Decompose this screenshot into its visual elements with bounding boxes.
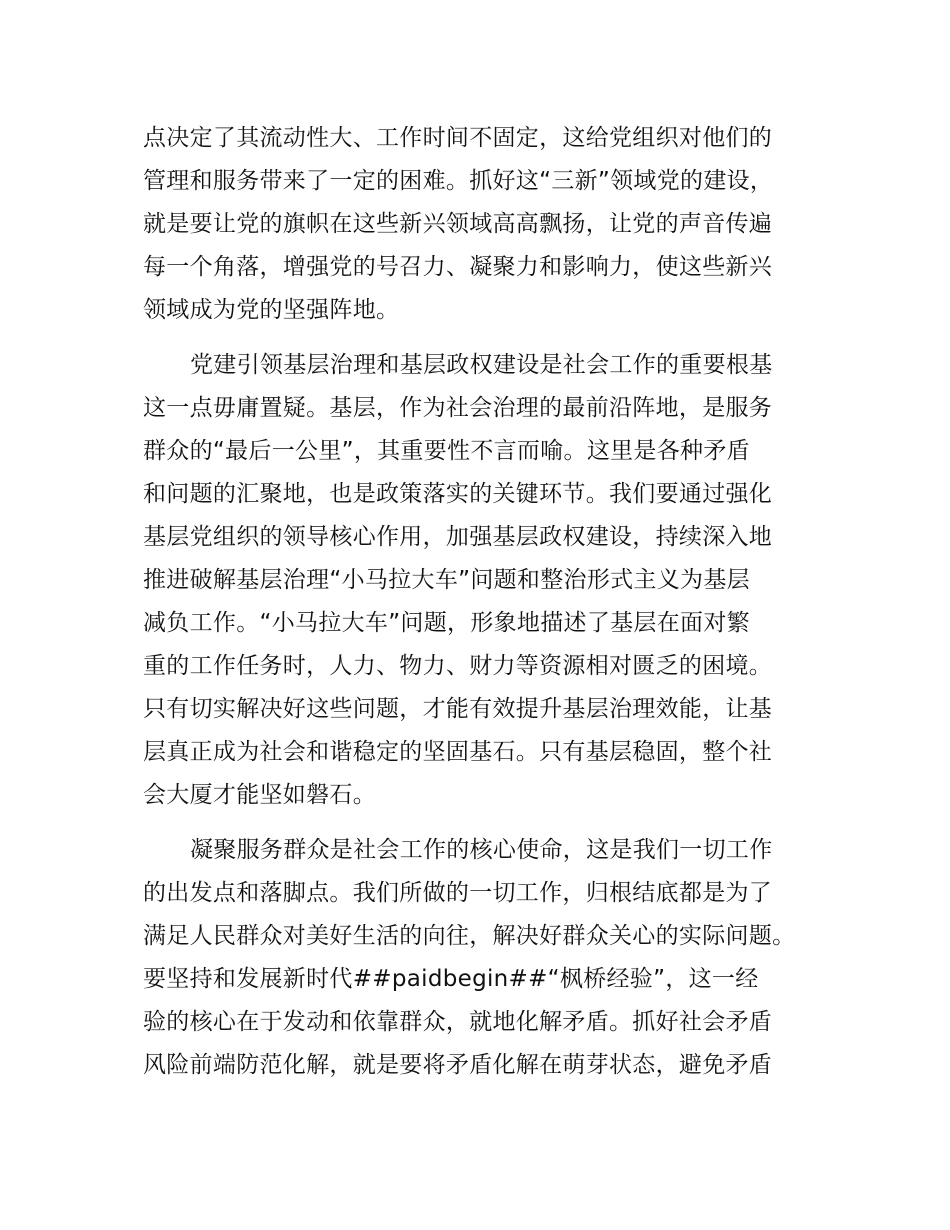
paragraph-first-line: 党建引领基层治理和基层政权建设是社会工作的重要根基 [190, 352, 773, 378]
text-line: 推进破解基层治理“小马拉大车”问题和整治形式主义为基层 [143, 567, 750, 593]
text-line: 点决定了其流动性大、工作时间不固定，这给党组织对他们的 [143, 125, 773, 151]
text-line: 的出发点和落脚点。我们所做的一切工作，归根结底都是为了 [143, 880, 773, 906]
text-line: 满足人民群众对美好生活的向往，解决好群众关心的实际问题。 [143, 923, 796, 949]
text-line: 只有切实解决好这些问题，才能有效提升基层治理效能，让基 [143, 696, 773, 722]
text-line: 会大厦才能坚如磐石。 [143, 782, 376, 808]
text-line: 这一点毋庸置疑。基层，作为社会治理的最前沿阵地，是服务 [143, 395, 773, 421]
text-line: 减负工作。“小马拉大车”问题，形象地描述了基层在面对繁 [143, 610, 750, 636]
text-line: 就是要让党的旗帜在这些新兴领域高高飘扬，让党的声音传遍 [143, 211, 773, 237]
text-line: 要坚持和发展新时代##paidbegin##“枫桥经验”，这一经 [143, 966, 759, 992]
text-line: 和问题的汇聚地，也是政策落实的关键环节。我们要通过强化 [143, 481, 773, 507]
text-line: 基层党组织的领导核心作用，加强基层政权建设，持续深入地 [143, 524, 773, 550]
text-line: 群众的“最后一公里”，其重要性不言而喻。这里是各种矛盾 [143, 438, 750, 464]
text-line: 重的工作任务时，人力、物力、财力等资源相对匮乏的困境。 [143, 653, 773, 679]
text-line: 管理和服务带来了一定的困难。抓好这“三新”领域党的建设， [143, 168, 774, 194]
text-line: 风险前端防范化解，就是要将矛盾化解在萌芽状态，避免矛盾 [143, 1052, 773, 1078]
text-line: 验的核心在于发动和依靠群众，就地化解矛盾。抓好社会矛盾 [143, 1009, 773, 1035]
text-line: 每一个角落，增强党的号召力、凝聚力和影响力，使这些新兴 [143, 254, 773, 280]
paragraph-first-line: 凝聚服务群众是社会工作的核心使命，这是我们一切工作 [190, 837, 773, 863]
text-line: 层真正成为社会和谐稳定的坚固基石。只有基层稳固，整个社 [143, 739, 773, 765]
text-line: 领域成为党的坚强阵地。 [143, 297, 400, 323]
